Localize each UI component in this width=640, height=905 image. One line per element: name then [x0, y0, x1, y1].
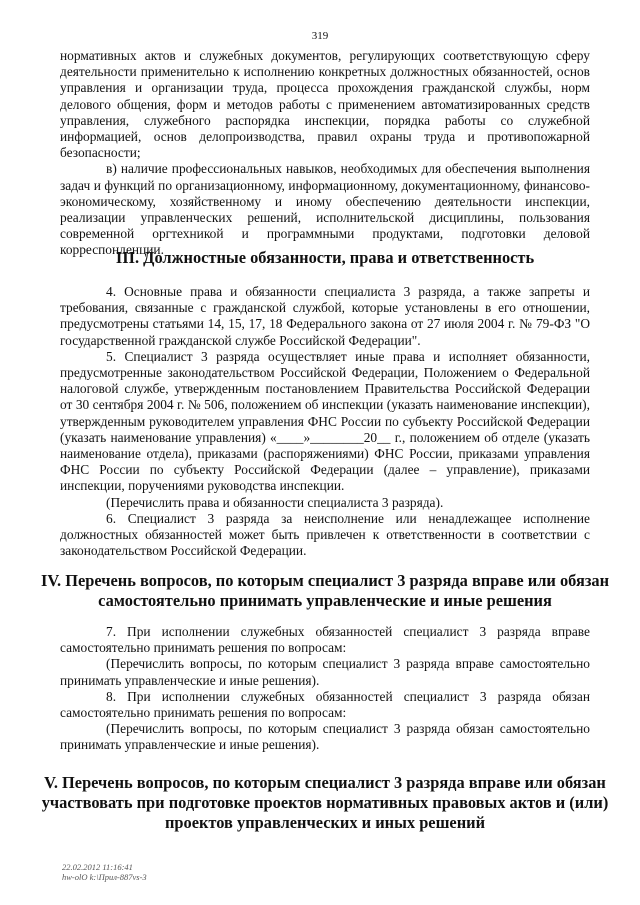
section-4-paragraph: (Перечислить вопросы, по которым специалист 3 разряда вправе самостоятельно принимать управленческие и иные решения). — [60, 656, 590, 688]
section-3-heading: III. Должностные обязанности, права и ответственность — [115, 248, 535, 267]
section-3-paragraph: 6. Специалист 3 разряда за неисполнение или ненадлежащее исполнение должностных обязанностей может быть привлечен к ответственности в соответствии с законодательством Российской Федерации. — [60, 510, 590, 559]
section-3-paragraph: (Перечислить права и обязанности специалиста 3 разряда). — [106, 494, 444, 510]
footer-file-path: hw-olO k:\Прил-887vs-3 — [62, 872, 147, 882]
section-4-paragraph: 7. При исполнении служебных обязанностей специалист 3 разряда вправе самостоятельно принимать решения по вопросам: — [60, 624, 590, 656]
section-4-heading: IV. Перечень вопросов, по которым специалист 3 разряда вправе или обязан самостоятельно принимать управленческие и иные решения — [40, 571, 610, 610]
section-5-heading: V. Перечень вопросов, по которым специалист 3 разряда вправе или обязан участвовать при подготовке проектов нормативных правовых актов и (или) проектов управленческих и иных решений — [41, 773, 609, 832]
section-3-paragraph: 5. Специалист 3 разряда осуществляет иные права и исполняет обязанности, предусмотренные законодательством Российской Федерации, Положением о Федеральной налоговой службе, утвержденным постановлением Правительства Российской Федерации от 30 сентября 2004 г. № 506, положением об инспекции (указать наименование инспекции), утвержденным руководителем управления ФНС России по субъекту Российской Федерации (указать наименование управления) «____»________20__ г., положением об отделе (указать наименование отдела), приказами (распоряжениями) ФНС России, приказами управления ФНС России по субъекту Российской Федерации (далее – управление), приказами инспекции, поручениями руководства инспекции. — [60, 348, 590, 494]
intro-paragraph: в) наличие профессиональных навыков, необходимых для обеспечения выполнения задач и функций по организационному, информационному, документационному, финансово-экономическому, хозяйственному и иному обеспечению деятельности инспекции, реализации управленческих решений, исполнительской дисциплины, пользования современной оргтехникой и программными продуктами, подготовки деловой корреспонденции. — [60, 161, 590, 258]
footer-stamp — [62, 862, 147, 882]
section-4-paragraph: (Перечислить вопросы, по которым специалист 3 разряда обязан самостоятельно принимать управленческие и иные решения). — [60, 721, 590, 753]
intro-text — [60, 48, 590, 259]
page-number: 319 — [311, 30, 329, 42]
intro-paragraph: нормативных актов и служебных документов, регулирующих соответствующую сферу деятельности применительно к исполнению конкретных должностных обязанностей, основ управления и организации труда, процесса прохождения гражданской службы, норм делового общения, форм и методов работы с применением автоматизированных средств управления, служебного распорядка инспекции, порядка работы со служебной информацией, основ делопроизводства, правил охраны труда и противопожарной безопасности; — [60, 48, 590, 161]
section-4-paragraph: 8. При исполнении служебных обязанностей специалист 3 разряда обязан самостоятельно принимать решения по вопросам: — [60, 688, 590, 721]
section-3-text — [60, 284, 590, 559]
section-3-paragraph: 4. Основные права и обязанности специалиста 3 разряда, а также запреты и требования, связанные с гражданской службой, которые установлены в его отношении, предусмотрены статьями 14, 15, 17, 18 Федерального закона от 27 июля 2004 г. № 79-ФЗ "О государственной гражданской службе Российской Федерации". — [60, 284, 590, 348]
section-4-text — [60, 624, 590, 754]
footer-timestamp: 22.02.2012 11:16:41 — [62, 862, 133, 872]
